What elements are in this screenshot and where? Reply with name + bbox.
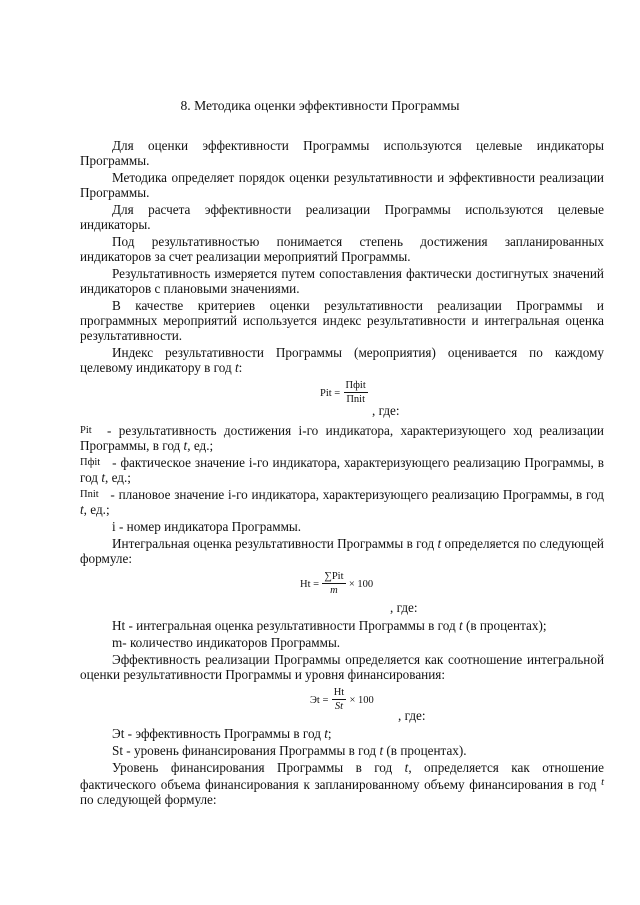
- text-run: Индекс результативности Программы (мероприятия) оценивается по каждому целевому индикатору в год: [80, 345, 604, 375]
- paragraph: В качестве критериев оценки результативности реализации Программы и программных мероприятий используется индекс результативности и интегральная оценка результативности.: [80, 298, 604, 343]
- paragraph: [80, 536, 604, 566]
- paragraph: Под результативностью понимается степень достижения запланированных индикаторов за счет реализации мероприятий Программы.: [80, 234, 604, 264]
- text-run: :: [238, 360, 243, 375]
- text-run: Уровень финансирования Программы в год: [112, 760, 405, 775]
- formula-fraction: [332, 686, 347, 714]
- variable-t: t: [80, 502, 84, 517]
- paragraph: Результативность измеряется путем сопоставления фактически достигнутых значений индикаторов с плановыми значениями.: [80, 266, 604, 296]
- formula-lhs: Эt =: [310, 695, 329, 707]
- text-run: , ед.;: [83, 502, 110, 517]
- definition-symbol: Пnit: [80, 489, 99, 500]
- text-run: Эt - эффективность Программы в год: [112, 726, 325, 741]
- formula-expression: [310, 686, 374, 714]
- formula-numerator: Ht: [333, 687, 345, 698]
- text-run: - плановое значение i-го индикатора, характеризующего реализацию Программы, в год: [106, 487, 604, 502]
- formula-denominator: St: [334, 701, 344, 712]
- text-run: - результативность достижения i-го индикатора, характеризующего ход реализации Программы, в год: [80, 423, 604, 453]
- definition: [80, 726, 604, 741]
- formula-where: , где:: [390, 600, 418, 615]
- paragraph: Эффективность реализации Программы определяется как соотношение интегральной оценки результативности Программы и уровня финансирования:: [80, 652, 604, 682]
- formula-fraction: [344, 379, 368, 407]
- variable-t: t: [183, 438, 188, 453]
- text-run: , ед.;: [104, 470, 131, 485]
- text-run: , ед.;: [187, 438, 214, 453]
- text-run: (в процентах).: [383, 743, 467, 758]
- document-body: [80, 138, 604, 809]
- paragraph: Для оценки эффективности Программы используются целевые индикаторы Программы.: [80, 138, 604, 168]
- text-run: - фактическое значение i-го индикатора, характеризующего реализацию Программы, в год: [80, 455, 604, 485]
- formula-fraction: [322, 570, 345, 598]
- formula-where: , где:: [398, 708, 426, 723]
- text-run: Ht - интегральная оценка результативности Программы в год: [112, 618, 459, 633]
- text-run: St - уровень финансирования Программы в год: [112, 743, 380, 758]
- definition: i - номер индикатора Программы.: [112, 519, 302, 534]
- formula-denominator: m: [330, 585, 338, 596]
- formula-lhs: Pit =: [320, 388, 341, 400]
- definition: [80, 743, 604, 758]
- formula-numerator: ∑Pit: [324, 571, 344, 582]
- formula-expression: [320, 379, 368, 407]
- text-run: (в процентах);: [462, 618, 547, 633]
- text-run: , определяется как отношение фактического объема финансирования к запланированному объему финансирования в год: [80, 760, 604, 792]
- variable-t: t: [101, 470, 105, 485]
- text-run: Интегральная оценка результативности Программы в год: [112, 536, 438, 551]
- formula-denominator: Пnit: [346, 394, 365, 405]
- variable-t: t: [404, 760, 409, 775]
- formula-multiplier: × 100: [348, 579, 374, 591]
- formula-multiplier: × 100: [349, 695, 374, 707]
- paragraph: Методика определяет порядок оценки результативности и эффективности реализации Программы.: [80, 170, 604, 200]
- formula-expression: [300, 570, 373, 598]
- variable-t: t: [379, 743, 384, 758]
- definition: [80, 423, 604, 453]
- variable-t: t: [601, 777, 604, 788]
- paragraph: [80, 345, 604, 375]
- definition: [80, 455, 604, 485]
- paragraph: Для расчета эффективности реализации Программы используются целевые индикаторы.: [80, 202, 604, 232]
- formula-ht: [80, 568, 604, 616]
- variable-t: t: [458, 618, 463, 633]
- paragraph: [80, 760, 604, 807]
- text-run: ;: [327, 726, 332, 741]
- definition-symbol: Pit: [80, 425, 92, 436]
- formula-et: [80, 684, 604, 724]
- formula-numerator: Пфit: [345, 380, 366, 391]
- variable-t: t: [234, 360, 239, 375]
- formula-pit: [80, 377, 604, 421]
- text-run: определяется по следующей формуле:: [80, 536, 604, 566]
- definition: m- количество индикаторов Программы.: [112, 635, 341, 650]
- definition-symbol: Пфit: [80, 457, 101, 468]
- formula-where: , где:: [372, 403, 400, 418]
- definition: [80, 487, 604, 517]
- variable-t: t: [437, 536, 442, 551]
- definition: [80, 618, 604, 633]
- section-title: 8. Методика оценки эффективности Программы: [180, 98, 460, 113]
- text-run: по следующей формуле:: [80, 792, 217, 807]
- variable-t: t: [324, 726, 328, 741]
- formula-lhs: Ht =: [300, 579, 320, 591]
